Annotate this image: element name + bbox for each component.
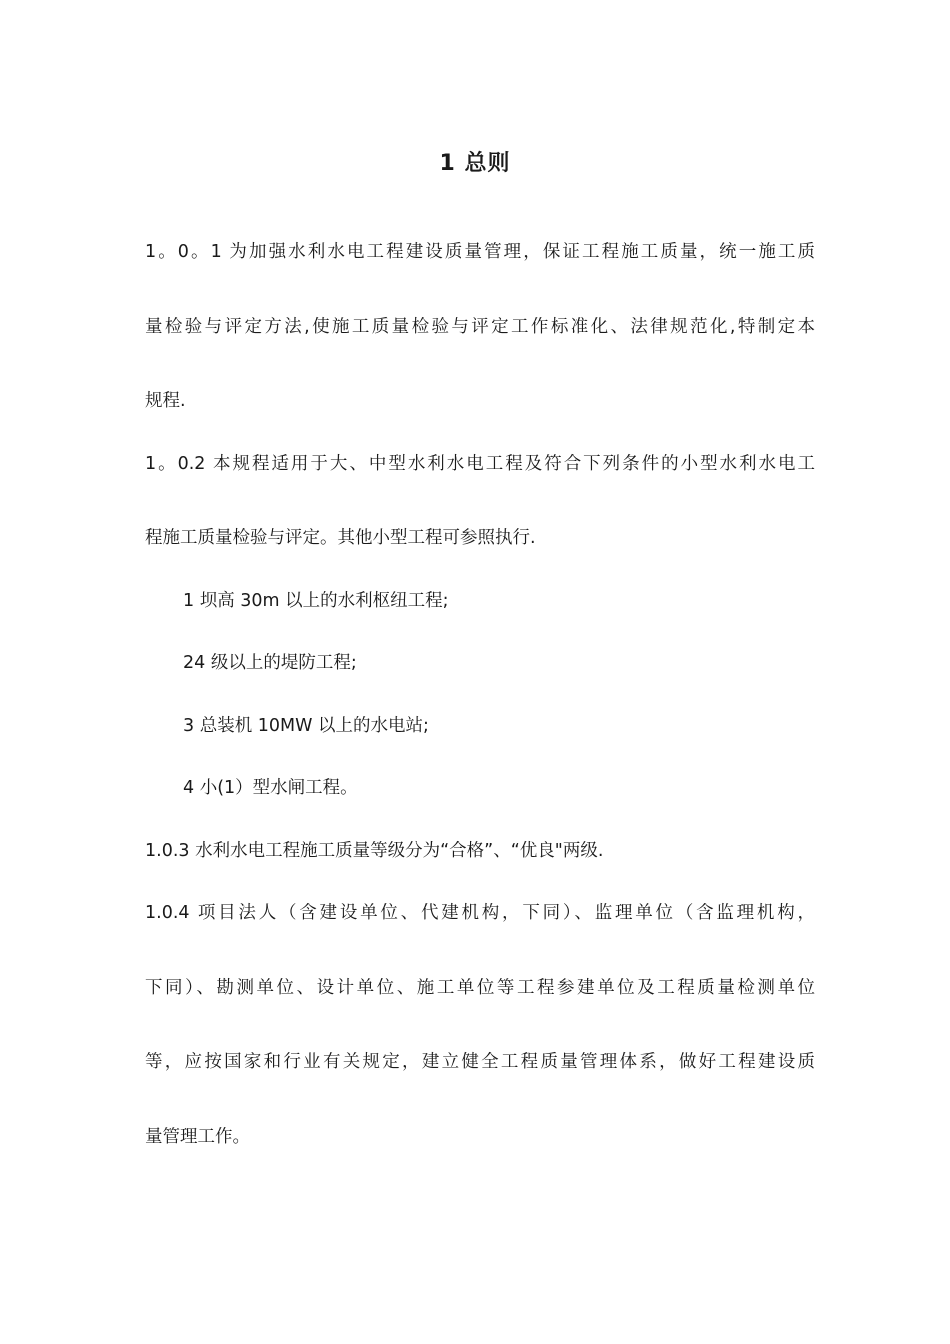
paragraph-1-0-1-line-1: 1。0。1 为加强水利水电工程建设质量管理，保证工程施工质量，统一施工质 bbox=[145, 242, 815, 262]
list-item-3: 3 总装机 10MW 以上的水电站; bbox=[183, 716, 429, 736]
paragraph-1-0-2-line-1: 1。0.2 本规程适用于大、中型水利水电工程及符合下列条件的小型水利水电工 bbox=[145, 454, 815, 474]
list-item-2: 24 级以上的堤防工程; bbox=[183, 653, 357, 673]
paragraph-1-0-2-line-2: 程施工质量检验与评定。其他小型工程可参照执行. bbox=[145, 528, 536, 548]
paragraph-1-0-4-line-2: 下同）、勘测单位、设计单位、施工单位等工程参建单位及工程质量检测单位 bbox=[145, 978, 815, 998]
paragraph-1-0-4-line-3: 等，应按国家和行业有关规定，建立健全工程质量管理体系，做好工程建设质 bbox=[145, 1052, 815, 1072]
section-title: 1 总则 bbox=[439, 151, 511, 176]
paragraph-1-0-1-line-3: 规程. bbox=[145, 391, 186, 411]
list-item-1: 1 坝高 30m 以上的水利枢纽工程; bbox=[183, 591, 449, 611]
paragraph-1-0-4-line-4: 量管理工作。 bbox=[145, 1127, 250, 1147]
list-item-4: 4 小(1）型水闸工程。 bbox=[183, 778, 358, 798]
paragraph-1-0-4-line-1: 1.0.4 项目法人（含建设单位、代建机构，下同）、监理单位（含监理机构， bbox=[145, 903, 815, 923]
paragraph-1-0-1-line-2: 量检验与评定方法,使施工质量检验与评定工作标准化、法律规范化,特制定本 bbox=[145, 317, 815, 337]
paragraph-1-0-3: 1.0.3 水利水电工程施工质量等级分为“合格”、“优良"两级. bbox=[145, 841, 604, 861]
